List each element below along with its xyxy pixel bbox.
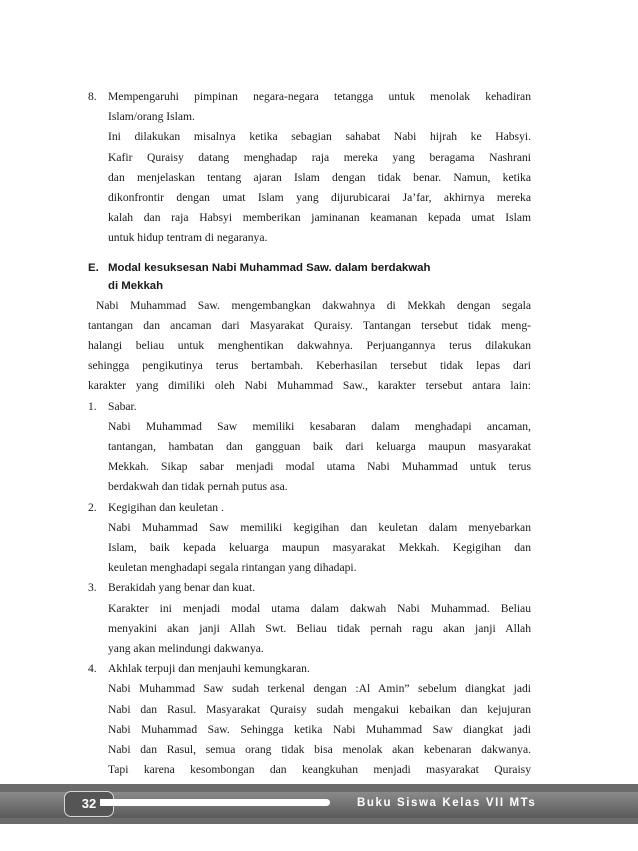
item-title: Berakidah yang benar dan kuat. — [108, 581, 256, 595]
section-title — [108, 259, 531, 295]
character-list — [88, 397, 531, 801]
item-line: tantangan, hambatan dan gangguan baik dari keluarga maupun masyarakat — [108, 440, 531, 454]
intro-line: sehingga pengikutinya terus bertambah. Keberhasilan tersebut tidak lepas dari — [88, 359, 531, 373]
item-line: Tapi karena kesombongan dan keangkuhan menjadi masyarakat Quraisy — [108, 763, 531, 777]
item-line: untuk hidup tentram di negaranya. — [108, 231, 268, 245]
item-line: dikonfrontir dengan umat Islam yang dijurubicarai Ja’far, akhirnya mereka — [108, 191, 531, 205]
item-number: 2. — [88, 500, 97, 514]
item-line: keuletan menghadapi segala rintangan yang dihadapi. — [108, 561, 357, 575]
list-item-2 — [88, 498, 531, 579]
section-title-line: Modal kesuksesan Nabi Muhammad Saw. dalam berdakwah — [108, 261, 431, 274]
section-heading — [88, 259, 531, 295]
item-line: Islam/orang Islam. — [108, 110, 195, 124]
item-body — [108, 397, 531, 498]
item-body — [108, 87, 531, 249]
item-body — [108, 578, 531, 659]
list-item-8 — [88, 87, 531, 249]
footer-divider-bar — [100, 799, 330, 806]
item-body — [108, 659, 531, 800]
item-title: Kegigihan dan keuletan . — [108, 500, 224, 514]
footer-book-title: Buku Siswa Kelas VII MTs — [357, 797, 537, 809]
item-title: Akhlak terpuji dan menjauhi kemungkaran. — [108, 662, 310, 676]
list-item-4 — [88, 659, 531, 800]
page-number: 32 — [64, 791, 114, 817]
item-line: Islam, baik kepada keluarga maupun masyarakat Mekkah. Kegigihan dan — [108, 541, 531, 555]
intro-line: karakter yang dimiliki oleh Nabi Muhammad Saw., karakter tersebut antara lain: — [88, 379, 531, 393]
intro-paragraph — [88, 296, 531, 397]
item-line: Mekkah. Sikap sabar menjadi modal utama Nabi Muhammad untuk terus — [108, 460, 531, 474]
section-letter: E. — [88, 261, 99, 274]
item-line: Nabi Muhammad Saw. Sehingga ketika Nabi Muhammad Saw diangkat jadi — [108, 722, 531, 736]
item-line: Nabi Muhammad Saw memiliki kesabaran dalam menghadapi ancaman, — [108, 419, 531, 433]
section-title-line: di Mekkah — [108, 279, 164, 292]
item-number: 1. — [88, 399, 97, 413]
item-number: 3. — [88, 581, 97, 595]
list-item-3 — [88, 578, 531, 659]
item-line: Nabi dan Rasul. Masyarakat Quraisy sudah mengakui kebaikan dan kejujuran — [108, 702, 531, 716]
intro-line: Nabi Muhammad Saw. mengembangkan dakwahnya di Mekkah dengan segala — [96, 298, 531, 312]
page-content — [88, 87, 531, 801]
item-line: berdakwah dan tidak pernah putus asa. — [108, 480, 288, 494]
item-line: yang akan melindungi dakwanya. — [108, 642, 264, 656]
item-line: dan menjelaskan tentang ajaran Islam dengan tidak benar. Namun, ketika — [108, 170, 531, 184]
item-line: Kafir Quraisy datang menghadap raja mereka yang beragama Nashrani — [108, 150, 531, 164]
item-line: kalah dan raja Habsyi memberikan jaminanan keamanan kepada umat Islam — [108, 211, 531, 225]
item-number: 4. — [88, 662, 97, 676]
item-line: Mempengaruhi pimpinan negara-negara tetangga untuk menolak kehadiran — [108, 90, 531, 103]
item-line: Karakter ini menjadi modal utama dalam dakwah Nabi Muhammad. Beliau — [108, 601, 531, 615]
item-line: Ini dilakukan misalnya ketika sebagian sahabat Nabi hijrah ke Habsyi. — [108, 130, 531, 144]
item-body — [108, 498, 531, 579]
item-line: menyakini akan janji Allah Swt. Beliau tidak pernah ragu akan janji Allah — [108, 621, 531, 635]
item-line: Nabi dan Rasul, semua orang tidak bisa menolak akan kebenaran dakwanya. — [108, 743, 531, 757]
intro-line: tantangan dan ancaman dari Masyarakat Quraisy. Tantangan tersebut tidak meng- — [88, 318, 531, 332]
intro-line: halangi beliau untuk menghentikan dakwahnya. Perjuangannya terus dilakukan — [88, 339, 531, 353]
list-item-1 — [88, 397, 531, 498]
item-line: Nabi Muhammad Saw memiliki kegigihan dan keuletan dalam menyebarkan — [108, 520, 531, 534]
item-number: 8. — [88, 90, 97, 103]
item-line: Nabi Muhammad Saw sudah terkenal dengan :Al Amin” sebelum diangkat jadi — [108, 682, 531, 696]
item-title: Sabar. — [108, 399, 137, 413]
